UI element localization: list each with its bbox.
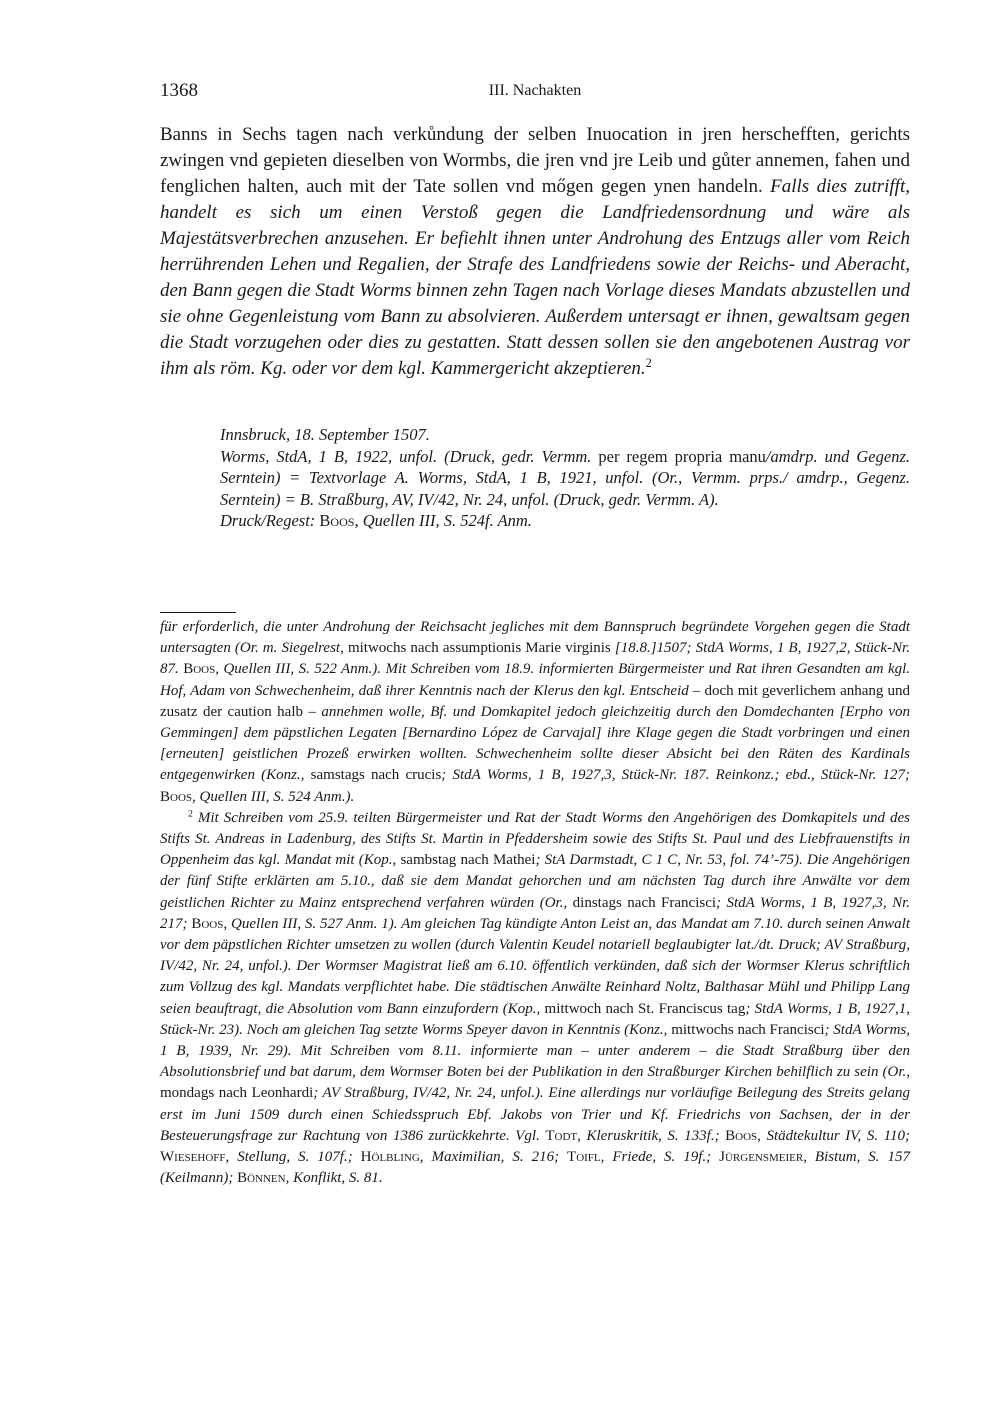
print-regest: [220, 510, 910, 532]
footnotes: [160, 617, 910, 1189]
text-run: Boos: [725, 1127, 758, 1144]
text-run: , Quellen III, S. 524f. Anm.: [354, 511, 532, 530]
text-run: , Quellen III, S. 527 Anm. 1). Am gleichen Tag kündigte Anton Leist an, das Mandat am 7.10. durch seinen Anwalt vor dem päpstlichen Richter umsetzen zu wollen (durch Valentin Keudel notariell beglaubigter lat./dt. Druck; AV Straßburg, IV/42, Nr. 24, unfol.). Der Wormser Magistrat ließ am 6.10. öffentlich verkünden, daß sich der Wormser Klerus schriftlich zum Vollzug des kgl. Mandats verpflichtet habe. Die städtischen Anwälte Reinhard Noltz, Balthasar Mühl und Philipp Lang seien beauftragt, die Absolution vom Bann einzufordern (Kop.,: [160, 915, 910, 1017]
text-run: samstags nach crucis: [310, 767, 442, 784]
place-and-date: Innsbruck, 18. September 1507.: [220, 425, 430, 444]
text-run: ; AV Straßburg, IV/42, Nr. 24, unfol.). Eine allerdings nur vorläufige Beilegung des Streits gelang erst im Juni 1509 durch einen Schiedsspruch Ebf. Jakobs von Trier und Kf. Friedrichs von Sachsen, der in der Besteuerungsfrage zur Rachtung von 1386 zurückkehrte. Vgl.: [160, 1085, 910, 1144]
text-run: dinstags nach Francisci: [572, 894, 717, 911]
text-run: , Stellung, S. 107f.;: [225, 1149, 361, 1166]
text-run: mittwoch nach St. Franciscus tag: [544, 1000, 746, 1017]
text-run: Worms, StdA, 1 B, 1922, unfol. (Druck, gedr. Vermm.: [220, 446, 599, 466]
text-run: [18.8.]1507; StdA Worms, 1 B, 1927,2, Stück-Nr. 87.: [160, 640, 910, 678]
footnote-continued: [160, 617, 910, 808]
text-run: ; StdA Worms, 1 B, 1939, Nr. 29). Mit Schreiben vom 8.11. informierte man – unter anderem – die Stadt Straßburg über den Absolutionsbrief und bat darum, dem Wormser Boten bei der Publikation in den Straßburger Kirchen behilflich zu sein (Or.,: [160, 1021, 910, 1081]
text-run: mondags nach Leonhardi: [160, 1085, 314, 1102]
text-run: Hölbling: [360, 1149, 420, 1166]
text-run: , Quellen III, S. 522 Anm.). Mit Schreiben vom 18.9. informierten Bürgermeister und Rat ihren Gesandten am kgl. Hof, Adam von Schwechenheim, daß ihrer Kenntnis nach der Klerus den kgl. Entscheid: [160, 661, 911, 699]
text-run: , Friede, S. 19f.;: [600, 1149, 720, 1166]
text-run: Boos: [160, 788, 193, 805]
footnote-2-text: [160, 810, 910, 1186]
running-head: III. Nachakten: [488, 82, 582, 99]
footnote-separator: [160, 612, 236, 613]
text-run: annehmen wolle, Bf. und Domkapitel jedoch gleichzeitig durch den Domdechanten [Erpho von Gemmingen] dem päpstlichen Legaten [Bernardino López de Carvajal] ihre Klage gegen die Stadt vorbringen und einen [erneuten] geistlichen Prozeß erwirken wollten. Schwechenheim sollte dieser Absicht bei den Räten des Kardinals entgegenwirken (Konz.,: [160, 703, 910, 784]
text-run: , Maximilian, S. 216;: [419, 1149, 568, 1166]
text-run: , Konflikt, S. 81.: [285, 1170, 383, 1187]
text-run: Jürgensmeier: [719, 1149, 804, 1166]
text-run: – doch mit geverlichem anhang und zusatz der caution halb –: [160, 682, 911, 720]
text-run: Druck/Regest:: [220, 511, 320, 530]
text-run: Boos: [183, 661, 216, 678]
text-run: per regem propria manu: [598, 446, 766, 466]
page-header: [160, 80, 910, 106]
footnote-marker: 2: [188, 808, 193, 820]
text-run: für erforderlich, die unter Androhung der Reichsacht jegliches mit dem Bannspruch begründete Vorgehen gegen die Stadt untersagten (Or. m. Siegelrest,: [160, 619, 910, 657]
text-run: Wiesehoff: [160, 1149, 226, 1166]
text-run: ; StdA Worms, 1 B, 1927,3, Stück-Nr. 187. Reinkonz.; ebd., Stück-Nr. 127;: [441, 767, 910, 784]
text-run: ; StA Darmstadt, C 1 C, Nr. 53, fol. 74’-75). Die Angehörigen der fünf Stifte erklärten am 5.10., daß sie dem Mandat gehorchen und am nächsten Tag durch ihre Anwälte vor dem geistlichen Richter zu Mainz entsprechend verfahren würden (Or.,: [160, 852, 910, 911]
text-run: Falls dies zutrifft, handelt es sich um einen Verstoß gegen die Landfriedensordnung und wäre als Majestätsverbrechen anzusehen. Er befiehlt ihnen unter Androhung des Entzugs aller vom Reich herrührenden Lehen und Regalien, der Strafe des Landfriedens sowie der Reichs- und Aberacht, den Bann gegen die Stadt Worms binnen zehn Tagen nach Vorlage dieses Mandats abzustellen und sie ohne Gegenleistung vom Bann zu absolvieren. Außerdem untersagt er ihnen, gewaltsam gegen die Stadt vorzugehen oder dies zu gestatten. Statt dessen sollen sie den angebotenen Austrag vor ihm als röm. Kg. oder vor dem kgl. Kammergericht akzeptieren.: [160, 176, 910, 379]
text-run: Banns in Sechs tagen nach verkůndung der selben Inuocation in jren herschefften, gerichts zwingen vnd gepieten dieselben von Wormbs, die jren vnd jre Leib und gůter annemen, fahen und fenglichen halten, auch mit der Tate sollen vnd mőgen gegen ynen handeln.: [160, 124, 910, 197]
footnote-2: [160, 808, 910, 1190]
text-run: Todt: [545, 1127, 578, 1144]
text-run: Boos: [319, 511, 355, 530]
text-run: sambstag nach Mathei: [400, 852, 536, 869]
document-citation-block: [220, 424, 910, 532]
text-run: Boos: [191, 915, 224, 932]
main-text-paragraph: [160, 122, 910, 382]
text-run: Toifl: [567, 1149, 601, 1166]
text-run: mittwochs nach Francisci: [671, 1021, 825, 1038]
page-number: 1368: [160, 80, 198, 101]
text-run: /amdrp. und Gegenz. Serntein) = Textvorlage A. Worms, StdA, 1 B, 1921, unfol. (Or., Vermm. prps./ amdrp., Gegenz. Serntein) = B. Straßburg, AV, IV/42, Nr. 24, unfol. (Druck, gedr. Vermm. A).: [220, 446, 910, 509]
text-run: , Quellen III, S. 524 Anm.).: [192, 788, 355, 805]
text-run: , Bistum, S. 157 (Keilmann);: [160, 1149, 911, 1187]
text-run: Bönnen: [237, 1170, 286, 1187]
text-run: , Kleruskritik, S. 133f.;: [577, 1127, 726, 1144]
footnote-reference: 2: [645, 356, 652, 371]
text-run: , Städtekultur IV, S. 110;: [757, 1127, 910, 1144]
text-run: ; StdA Worms, 1 B, 1927,3, Nr. 217;: [160, 894, 911, 932]
text-run: mitwochs nach assumptionis Marie virginis: [347, 640, 611, 657]
source-references: [220, 446, 910, 511]
text-run: ; StdA Worms, 1 B, 1927,1, Stück-Nr. 23). Noch am gleichen Tag setzte Worms Speyer davon in Kenntnis (Konz.,: [160, 1000, 911, 1038]
text-run: Mit Schreiben vom 25.9. teilten Bürgermeister und Rat der Stadt Worms den Angehörigen des Domkapitels und des Stifts St. Andreas in Ladenburg, des Stifts St. Martin in Pfeddersheim sowie des Stifts St. Paul und des Liebfrauenstifts in Oppenheim das kgl. Mandat mit (Kop.,: [160, 809, 910, 869]
